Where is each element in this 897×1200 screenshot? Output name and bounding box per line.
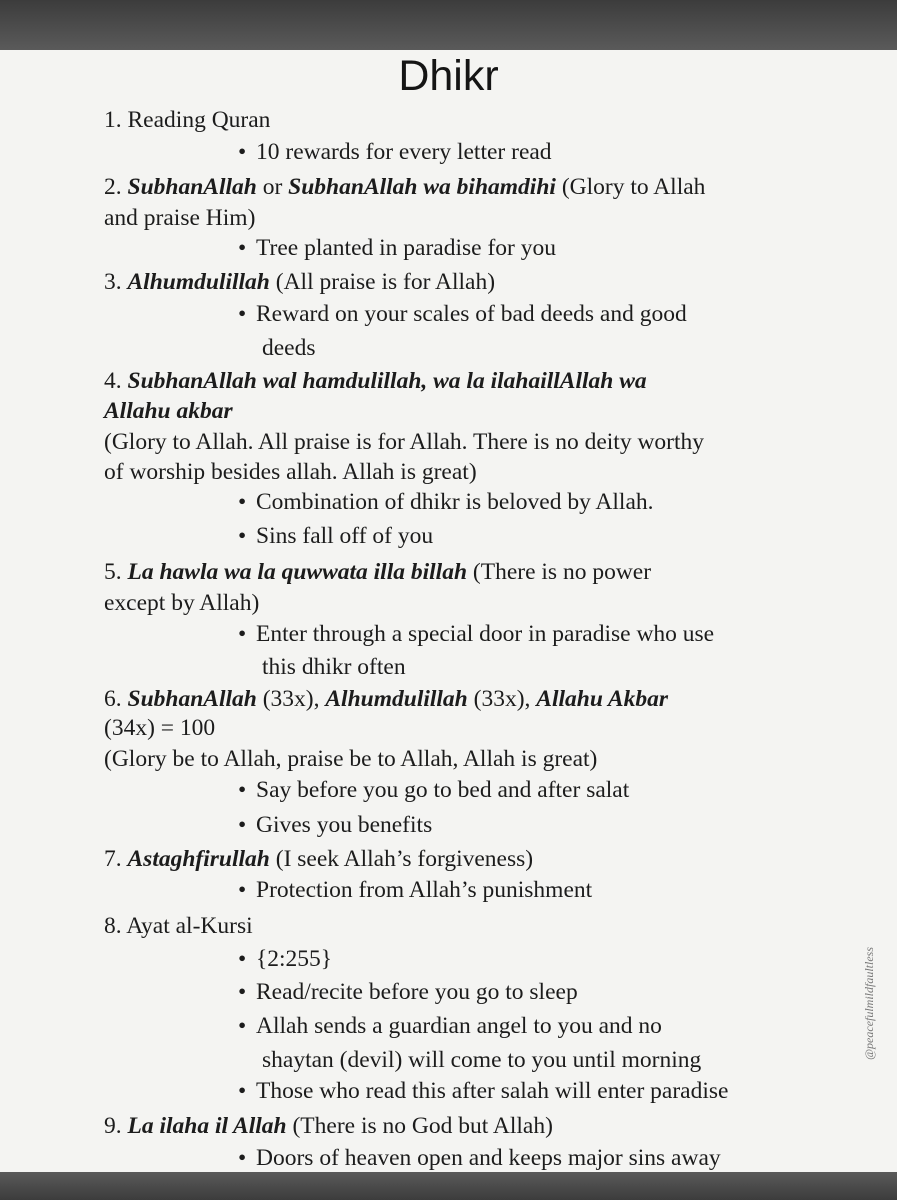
- bullet-item: • {2:255}: [238, 943, 332, 975]
- bullet-item: • Allah sends a guardian angel to you and no: [238, 1010, 662, 1042]
- translation-text: (Glory be to Allah, praise be to Allah, Allah is great): [104, 746, 598, 772]
- list-item: 7. Astaghfirullah (I seek Allah’s forgiveness): [104, 846, 534, 872]
- bullet-item: • Tree planted in paradise for you: [238, 232, 556, 264]
- page-title: Dhikr: [398, 52, 499, 100]
- bullet-item: • Reward on your scales of bad deeds and good: [238, 298, 687, 330]
- top-frame: [0, 0, 897, 50]
- bullet-item: • Protection from Allah’s punishment: [238, 874, 592, 906]
- watermark-text: @peacefulmildfaultless: [862, 946, 876, 1060]
- list-item-continuation: except by Allah): [104, 590, 260, 616]
- bullet-item: • Say before you go to bed and after salat: [238, 774, 629, 806]
- document-page: [0, 50, 897, 1172]
- bullet-item: • Combination of dhikr is beloved by Allah.: [238, 486, 654, 518]
- list-item-continuation: and praise Him): [104, 205, 256, 231]
- list-item: 8. Ayat al-Kursi: [104, 913, 253, 939]
- bullet-item: • 10 rewards for every letter read: [238, 136, 552, 168]
- list-item: 2. SubhanAllah or SubhanAllah wa bihamdihi (Glory to Allah: [104, 174, 706, 200]
- bullet-continuation: shaytan (devil) will come to you until morning: [262, 1047, 702, 1073]
- bullet-item: • Doors of heaven open and keeps major sins away: [238, 1142, 721, 1172]
- list-item: 4. SubhanAllah wal hamdulillah, wa la ilahaillAllah wa: [104, 368, 647, 394]
- bullet-item: • Those who read this after salah will enter paradise: [238, 1075, 728, 1107]
- bottom-frame: [0, 1172, 897, 1200]
- bullet-item: • Sins fall off of you: [238, 520, 433, 552]
- list-item: 5. La hawla wa la quwwata illa billah (There is no power: [104, 559, 652, 585]
- bullet-item: • Read/recite before you go to sleep: [238, 976, 578, 1008]
- bullet-item: • Enter through a special door in paradise who use: [238, 618, 714, 650]
- list-item: 6. SubhanAllah (33x), Alhumdulillah (33x), Allahu Akbar: [104, 686, 668, 712]
- list-item: 9. La ilaha il Allah (There is no God but Allah): [104, 1113, 553, 1139]
- bullet-item: • Gives you benefits: [238, 809, 432, 841]
- translation-text: of worship besides allah. Allah is great): [104, 459, 477, 485]
- list-item: 1. Reading Quran: [104, 107, 271, 133]
- list-item-continuation: (34x) = 100: [104, 715, 216, 741]
- bullet-continuation: this dhikr often: [262, 654, 406, 680]
- list-item: 3. Alhumdulillah (All praise is for Allah): [104, 269, 496, 295]
- list-item-continuation: Allahu akbar: [104, 398, 233, 424]
- bullet-continuation: deeds: [262, 335, 316, 361]
- translation-text: (Glory to Allah. All praise is for Allah. There is no deity worthy: [104, 429, 705, 455]
